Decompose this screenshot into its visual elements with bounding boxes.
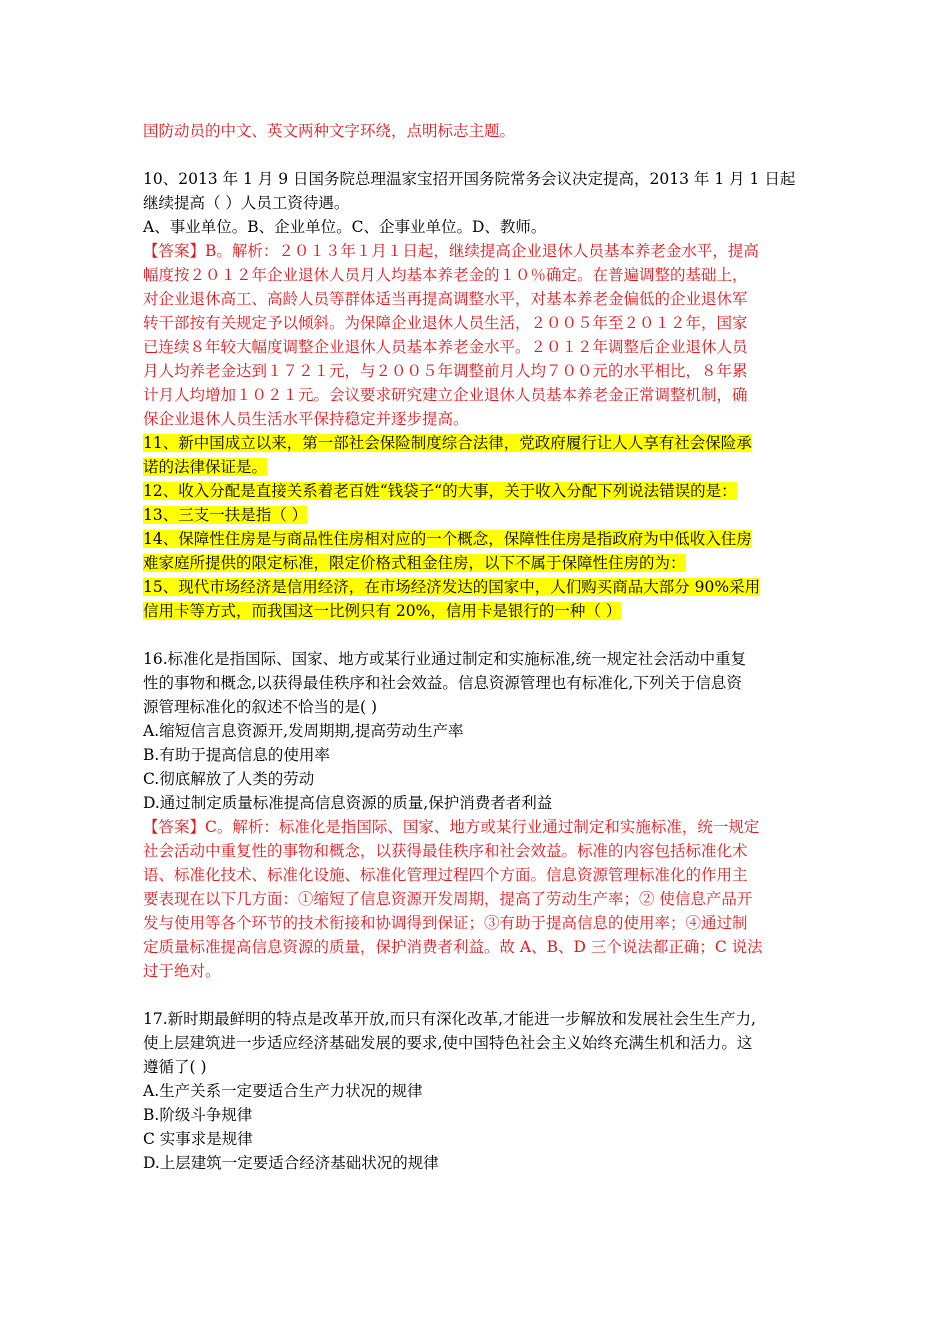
answer-line: 已连续８年较大幅度调整企业退休人员基本养老金水平。２０１２年调整后企业退休人员 [143, 338, 748, 356]
question-17 [143, 1007, 815, 1175]
option-b: B.有助于提高信息的使用率 [143, 746, 330, 764]
option-b: B.阶级斗争规律 [143, 1106, 253, 1124]
answer-line: 发与使用等各个环节的技术衔接和协调得到保证；③有助于提高信息的使用率；④通过制 [143, 914, 748, 932]
highlighted-line: 难家庭所提供的限定标准，限定价格式租金住房，以下不属于保障性住房的为： [143, 554, 686, 572]
answer-line: 社会活动中重复性的事物和概念，以获得最佳秩序和社会效益。标准的内容包括标准化术 [143, 842, 748, 860]
highlighted-line: 14、保障性住房是与商品性住房相对应的一个概念，保障性住房是指政府为中低收入住房 [143, 530, 752, 548]
question-text-line: 16.标准化是指国际、国家、地方或某行业通过制定和实施标准,统一规定社会活动中重复 [143, 650, 747, 668]
option-d: D.通过制定质量标准提高信息资源的质量,保护消费者者利益 [143, 794, 553, 812]
question-14 [143, 527, 815, 575]
question-options: A、事业单位。B、企业单位。C、企事业单位。D、教师。 [143, 218, 547, 236]
answer-line: 过于绝对。 [143, 962, 221, 980]
spacer [143, 983, 815, 1007]
question-text-line: 使上层建筑进一步适应经济基础发展的要求,使中国特色社会主义始终充满生机和活力。这 [143, 1034, 753, 1052]
question-text-line: 源管理标准化的叙述不恰当的是( ) [143, 698, 378, 716]
answer-line: 定质量标准提高信息资源的质量，保护消费者利益。故 A、B、D 三个说法都正确；C 说法 [143, 938, 763, 956]
question-16 [143, 647, 815, 983]
answer-line: 要表现在以下几方面：①缩短了信息资源开发周期，提高了劳动生产率；② 使信息产品开 [143, 890, 753, 908]
answer-line: 语、标准化技术、标准化设施、标准化管理过程四个方面。信息资源管理标准化的作用主 [143, 866, 748, 884]
question-10 [143, 167, 815, 431]
document-page [143, 119, 815, 1175]
highlighted-line: 13、三支一扶是指（ ） [143, 506, 308, 524]
answer-line: 幅度按２０１２年企业退休人员月人均基本养老金的１０％确定。在普遍调整的基础上， [143, 266, 748, 284]
question-13 [143, 503, 815, 527]
spacer [143, 623, 815, 647]
answer-line: 计月人均增加１０２１元。会议要求研究建立企业退休人员基本养老金正常调整机制，确 [143, 386, 748, 404]
option-d: D.上层建筑一定要适合经济基础状况的规律 [143, 1154, 439, 1172]
question-text-line: 10、2013 年 1 月 9 日国务院总理温家宝招开国务院常务会议决定提高，2013 年 1 月 1 日起 [143, 170, 796, 188]
question-text-line: 继续提高（ ）人员工资待遇。 [143, 194, 350, 212]
intro-text: 国防动员的中文、英文两种文字环绕，点明标志主题。 [143, 122, 516, 140]
answer-line: 对企业退休高工、高龄人员等群体适当再提高调整水平，对基本养老金偏低的企业退休军 [143, 290, 748, 308]
answer-explanation [143, 239, 815, 431]
highlighted-questions [143, 431, 815, 623]
answer-line: 【答案】C。解析：标准化是指国际、国家、地方或某行业通过制定和实施标准，统一规定 [143, 818, 760, 836]
question-text-line: 遵循了( ) [143, 1058, 207, 1076]
highlighted-line: 诺的法律保证是。 [143, 458, 268, 476]
answer-line: 【答案】B。解析：２０１３年１月１日起，继续提高企业退休人员基本养老金水平，提高 [143, 242, 759, 260]
highlighted-line: 12、收入分配是直接关系着老百姓“钱袋子“的大事，关于收入分配下列说法错误的是： [143, 482, 737, 500]
highlighted-line: 15、现代市场经济是信用经济，在市场经济发达的国家中，人们购买商品大部分 90%采用 [143, 578, 761, 596]
option-a: A.缩短信言息资源开,发周期期,提高劳动生产率 [143, 722, 464, 740]
answer-line: 转干部按有关规定予以倾斜。为保障企业退休人员生活，２００５年至２０１２年，国家 [143, 314, 748, 332]
option-c: C 实事求是规律 [143, 1130, 253, 1148]
question-15 [143, 575, 815, 623]
question-11 [143, 431, 815, 479]
answer-line: 月人均养老金达到１７２１元，与２００５年调整前月人均７００元的水平相比，８年累 [143, 362, 748, 380]
answer-line: 保企业退休人员生活水平保持稳定并逐步提高。 [143, 410, 469, 428]
answer-explanation [143, 815, 815, 983]
question-text-line: 17.新时期最鲜明的特点是改革开放,而只有深化改革,才能进一步解放和发展社会生生产力, [143, 1010, 756, 1028]
spacer [143, 143, 815, 167]
highlighted-line: 信用卡等方式，而我国这一比例只有 20%，信用卡是银行的一种（ ） [143, 602, 622, 620]
question-12 [143, 479, 815, 503]
question-text-line: 性的事物和概念,以获得最佳秩序和社会效益。信息资源管理也有标准化,下列关于信息资 [143, 674, 742, 692]
option-c: C.彻底解放了人类的劳动 [143, 770, 315, 788]
highlighted-line: 11、新中国成立以来，第一部社会保险制度综合法律，党政府履行让人人享有社会保险承 [143, 434, 752, 452]
option-a: A.生产关系一定要适合生产力状况的规律 [143, 1082, 423, 1100]
